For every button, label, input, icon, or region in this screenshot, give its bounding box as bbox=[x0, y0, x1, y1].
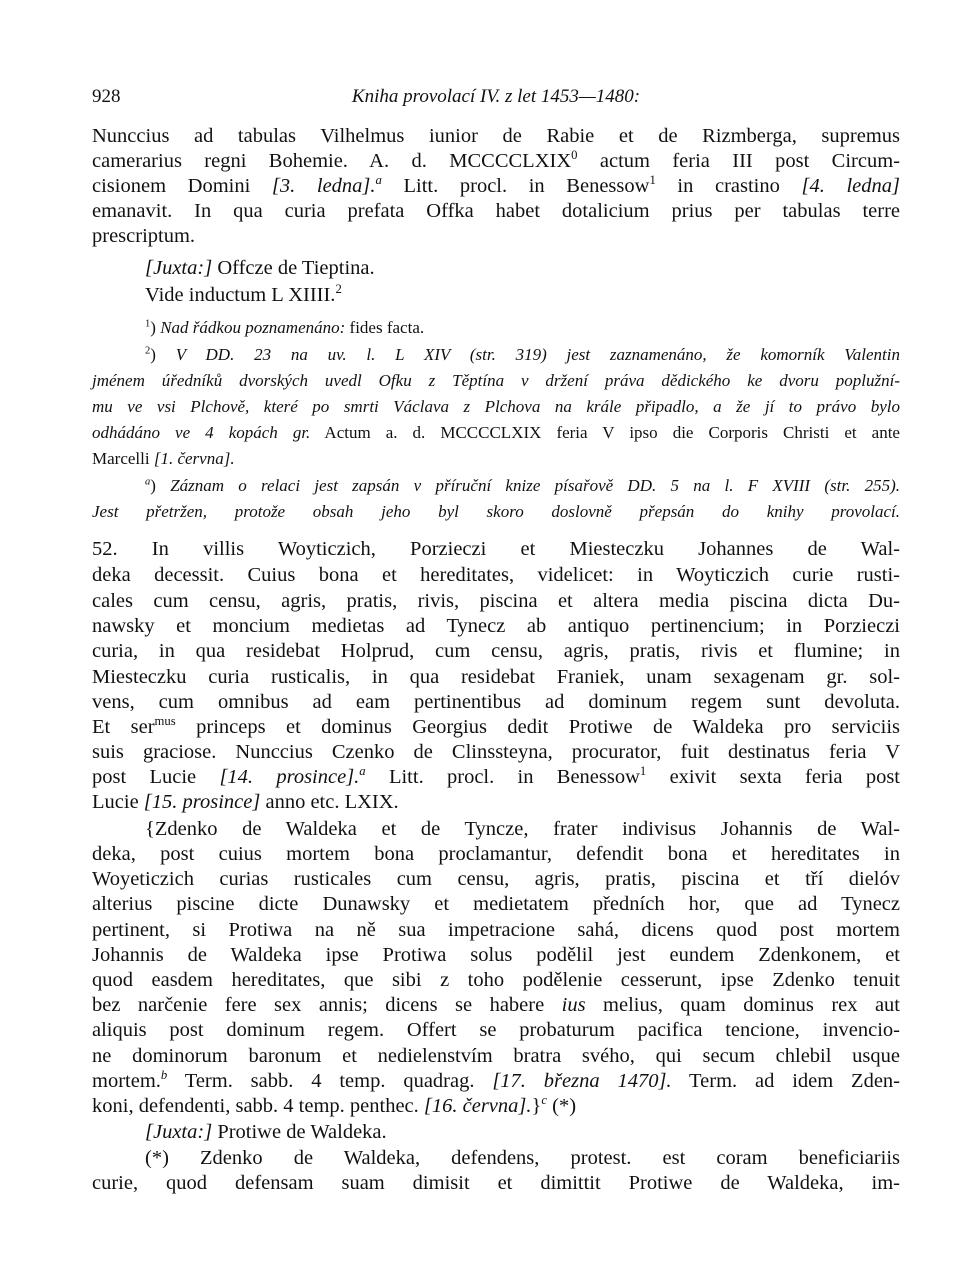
text-line: curia, in qua residebat Holprud, cum censu, agris, pratis, rivis et flumine; in bbox=[92, 640, 900, 662]
page-header bbox=[92, 86, 900, 110]
text-line: $^a$) Záznam o relaci jest zapsán v příruční knize písařově DD. 5 na l. F XVIII (str. 255). bbox=[145, 476, 900, 495]
text-line: Marcelli [1. června]. bbox=[92, 449, 235, 468]
text-line: (*) Zdenko de Waldeka, defendens, protest. est coram beneficiariis bbox=[145, 1147, 900, 1169]
text-line: bez narčenie fere sex annis; dicens se habere ius melius, quam dominus rex aut bbox=[92, 994, 900, 1016]
text-line: Et ser$^{mus}$ princeps et dominus Georgius dedit Protiwe de Waldeka pro serviciis bbox=[92, 714, 900, 738]
text-line: Nunccius ad tabulas Vilhelmus iunior de Rabie et de Rizmberga, supremus bbox=[92, 125, 900, 147]
text-line: camerarius regni Bohemie. A. d. MCCCCLXIX$^0$ actum feria III post Circum- bbox=[92, 148, 901, 172]
text-line: $^1$) Nad řádkou poznamenáno: fides facta. bbox=[145, 318, 425, 337]
text-line: prescriptum. bbox=[92, 225, 196, 247]
text-line: aliquis post dominum regem. Offert se probaturum pacifica tencione, invencio- bbox=[92, 1019, 900, 1041]
text-line: suis graciose. Nunccius Czenko de Clinssteyna, procurator, fuit destinatus feria V bbox=[92, 741, 900, 763]
text-line: $^2$) V DD. 23 na uv. l. L XIV (str. 319) jest zaznamenáno, že komorník Valentin bbox=[145, 345, 900, 364]
text-line: odhádáno ve 4 kopách gr. Actum a. d. MCCCCLXIX feria V ipso die Corporis Christi et ante bbox=[92, 423, 900, 442]
text-line: koni, defendenti, sabb. 4 temp. penthec. [16. června].}$^c$ (*) bbox=[92, 1093, 577, 1117]
text-line: deka decessit. Cuius bona et hereditates, videlicet: in Woyticzich curie rusti- bbox=[92, 564, 900, 586]
text-line: nawsky et moncium medietas ad Tynecz ab antiquo pertinencium; in Porzieczi bbox=[92, 615, 900, 637]
text-line: jménem úředníků dvorských uvedl Ofku z Těptína v držení práva dědického ke dvoru poplužní- bbox=[92, 371, 900, 390]
text-line: Miesteczku curia rusticalis, in qua residebat Franiek, unam sexagenam gr. sol- bbox=[92, 666, 900, 688]
text-line: cales cum censu, agris, pratis, rivis, piscina et altera media piscina dicta Du- bbox=[92, 590, 900, 612]
text-line: [Juxta:] Offcze de Tieptina. bbox=[145, 257, 375, 279]
text-line: cisionem Domini [3. ledna].$^a$ Litt. procl. in Benessow$^1$ in crastino [4. ledna] bbox=[92, 173, 901, 197]
page-number: 928 bbox=[92, 86, 121, 107]
text-line: Lucie [15. prosince] anno etc. LXIX. bbox=[92, 791, 399, 813]
text-line: Vide inductum L XIIII.$^2$ bbox=[145, 282, 342, 306]
text-line: pertinent, si Protiwa na ně sua impetracione sahá, dicens quod post mortem bbox=[92, 919, 900, 941]
text-line: Johannis de Waldeka ipse Protiwa solus podělil jest eundem Zdenkonem, et bbox=[92, 944, 900, 966]
text-line: vens, cum omnibus ad eam pertinentibus ad dominum regem sunt devoluta. bbox=[92, 691, 900, 713]
text-line: alterius piscine dicte Dunawsky et medietatem předních hor, que ad Tynecz bbox=[92, 893, 900, 915]
running-title: Kniha provolací IV. z let 1453—1480: bbox=[351, 86, 641, 107]
text-line: emanavit. In qua curia prefata Offka habet dotalicium prius per tabulas terre bbox=[92, 200, 900, 222]
text-line: mortem.$^b$ Term. sabb. 4 temp. quadrag. [17. března 1470]. Term. ad idem Zden- bbox=[92, 1068, 900, 1092]
text-line: [Juxta:] Protiwe de Waldeka. bbox=[145, 1121, 387, 1143]
text-line: {Zdenko de Waldeka et de Tyncze, frater indivisus Johannis de Wal- bbox=[145, 818, 900, 840]
text-line: quod easdem hereditates, que sibi z toho podělenie cesserunt, ipse Zdenko tenuit bbox=[92, 969, 900, 991]
text-line: post Lucie [14. prosince].$^a$ Litt. procl. in Benessow$^1$ exivit sexta feria post bbox=[92, 764, 901, 788]
text-line: Woyeticzich curias rusticales cum censu, agris, pratis, piscina et tří dielóv bbox=[92, 868, 900, 890]
text-line: 52. In villis Woyticzich, Porzieczi et Miesteczku Johannes de Wal- bbox=[92, 538, 900, 560]
text-line: curie, quod defensam suam dimisit et dimittit Protiwe de Waldeka, im- bbox=[92, 1172, 900, 1194]
text-line: Jest přetržen, protože obsah jeho byl skoro doslovně přepsán do knihy provolací. bbox=[92, 502, 900, 521]
text-line: deka, post cuius mortem bona proclamantur, defendit bona et hereditates in bbox=[92, 843, 900, 865]
text-line: mu ve vsi Plchově, které po smrti Václava z Plchova na krále připadlo, a že jí to právo bylo bbox=[92, 397, 900, 416]
text-line: ne dominorum baronum et nedielenstvím bratra svého, qui secum chlebil usque bbox=[92, 1045, 900, 1067]
